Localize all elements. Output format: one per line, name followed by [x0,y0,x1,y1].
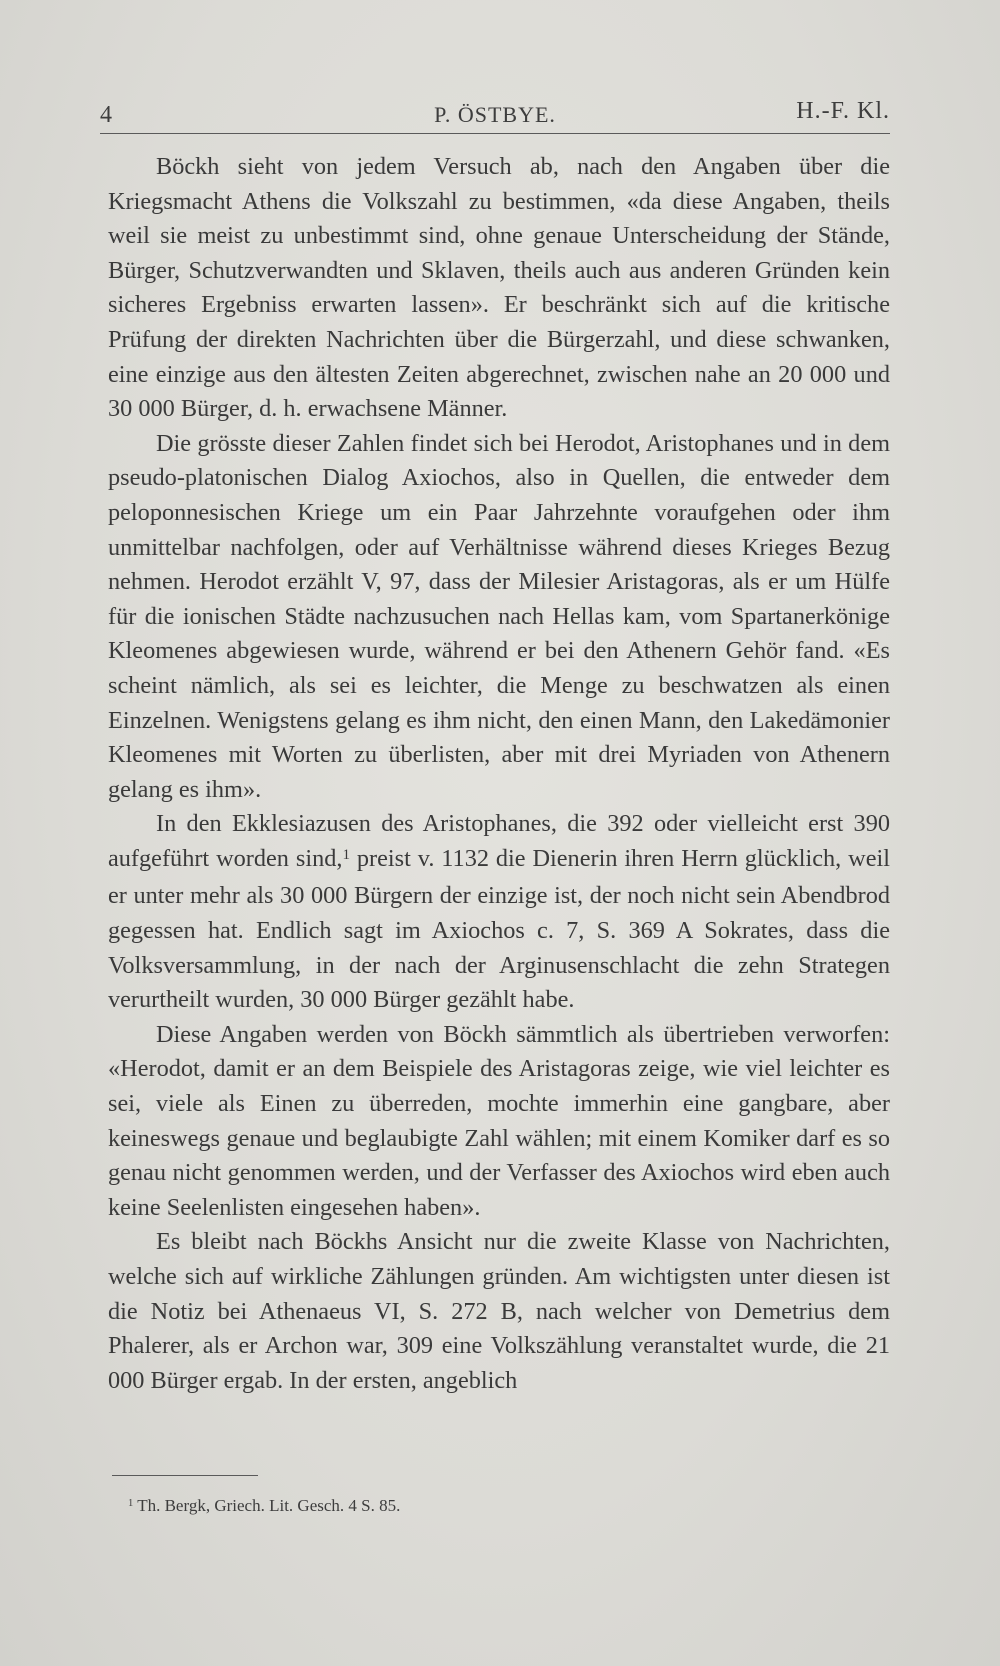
page-number: 4 [100,102,112,128]
paragraph-3-text-before: In den Ekklesiazusen des Aristophanes, die 392 oder vielleicht erst 390 aufgeführt worden sind, [108,810,890,872]
paragraph-2-text: Die grösste dieser Zahlen findet sich bei Herodot, Aristophanes und in dem pseudo-platonischen Dialog Axiochos, also in Quellen, die entweder dem peloponnesischen Kriege um ein Paar Jahrzehnte voraufgehen oder ihm unmittelbar nachfolgen, oder auf Verhältnisse während dieses Krieges Bezug nehmen. Herodot erzählt V, 97, dass der Milesier Aristagoras, als er um Hülfe für die ionischen Städte nachzusuchen nach Hellas kam, vom Spartanerkönige Kleomenes abgewiesen wurde, während er bei den Athenern Gehör fand. «Es scheint nämlich, als sei es leichter, die Menge zu beschwatzen als einen Einzelnen. Wenigstens gelang es ihm nicht, den einen Mann, den Lakedämonier Kleomenes mit Worten zu überlisten, aber mit drei Myriaden von Athenern gelang es ihm». [108,429,890,803]
header-rule [100,133,890,134]
footnote [128,1496,400,1516]
footnote-reference[interactable]: 1 [342,847,350,864]
paragraph-5-text: Es bleibt nach Böckhs Ansicht nur die zweite Klasse von Nachrichten, welche sich auf wirkliche Zählungen gründen. Am wichtigsten unter diesen ist die Notiz bei Athenaeus VI, S. 272 B, nach welcher von Demetrius dem Phalerer, als er Archon war, 309 eine Volkszählung veranstaltet wurde, die 21 000 Bürger ergab. In der ersten, angeblich [108,1228,890,1394]
paragraph-2 [108,427,890,808]
paragraph-3 [108,807,890,1018]
footnote-marker: 1 [128,1498,134,1510]
running-header [100,96,890,130]
paragraph-4 [108,1018,890,1226]
paragraph-1-text: Böckh sieht von jedem Versuch ab, nach den Angaben über die Kriegsmacht Athens die Volkszahl zu bestimmen, «da diese Angaben, theils weil sie meist zu unbestimmt sind, ohne genaue Unterscheidung der Stände, Bürger, Schutzverwandten und Sklaven, theils auch aus anderen Gründen kein sicheres Ergebniss erwarten lassen». Er beschränkt sich auf die kritische Prüfung der direkten Nachrichten über die Bürgerzahl, und diese schwanken, eine einzige aus den ältesten Zeiten abgerechnet, zwischen nahe an 20 000 und 30 000 Bürger, d. h. erwachsene Männer. [108,153,890,423]
footnote-text: Th. Bergk, Griech. Lit. Gesch. 4 S. 85. [133,1496,401,1515]
body-text [108,150,890,1398]
footnote-rule [112,1475,258,1476]
running-title-author: P. ÖSTBYE. [434,102,556,127]
paragraph-1 [108,150,890,427]
paragraph-5 [108,1225,890,1398]
paragraph-3-text-after: preist v. 1132 die Dienerin ihren Herrn glücklich, weil er unter mehr als 30 000 Bürgern der einzige ist, der noch nicht sein Abendbrod gegessen hat. Endlich sagt im Axiochos c. 7, S. 369 A Sokrates, dass die Volksversammlung, in der nach der Arginusenschlacht die zehn Strategen verurtheilt wurden, 30 000 Bürger gezählt habe. [108,844,890,1014]
running-title-section: H.-F. Kl. [796,98,890,124]
paragraph-4-text: Diese Angaben werden von Böckh sämmtlich als übertrieben verworfen: «Herodot, damit er an dem Beispiele des Aristagoras zeige, wie viel leichter es sei, viele als Einen zu überreden, mochte immerhin eine gangbare, aber keineswegs genaue und beglaubigte Zahl wählen; mit einem Komiker darf es so genau nicht genommen werden, und der Verfasser des Axiochos wird eben auch keine Seelenlisten eingesehen haben». [108,1020,890,1221]
